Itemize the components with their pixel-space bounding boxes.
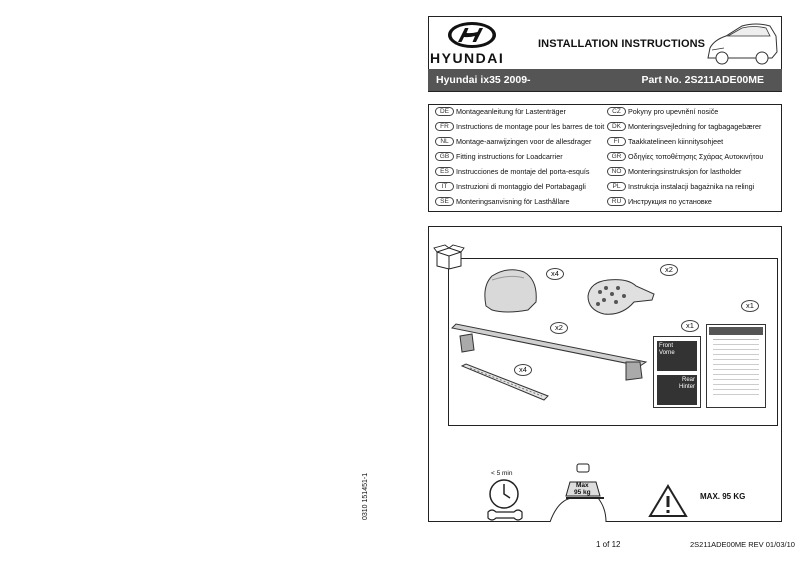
- lang-code: RU: [607, 197, 626, 206]
- lang-code: GB: [435, 152, 454, 161]
- lang-text: Fitting instructions for Loadcarrier: [456, 152, 563, 161]
- lang-code: ES: [435, 167, 454, 176]
- qty-stickers: x1: [681, 320, 699, 332]
- lang-item-gr: [607, 152, 763, 161]
- lang-code: SE: [435, 197, 454, 206]
- sticker-rear: Rear Hinter: [657, 375, 697, 405]
- lang-item-fr: [435, 122, 604, 131]
- lang-code: GR: [607, 152, 626, 161]
- warning-icon: [648, 484, 688, 518]
- lang-text: Monteringsinstruksjon for lastholder: [628, 167, 742, 176]
- part-number: Part No. 2S211ADE00ME: [641, 74, 764, 86]
- lang-item-no: [607, 167, 741, 176]
- lang-code: DE: [435, 107, 454, 116]
- lang-item-de: [435, 107, 566, 116]
- lang-code: PL: [607, 182, 626, 191]
- lang-text: Instrucciones de montaje del porta-esquís: [456, 167, 590, 176]
- lang-code: IT: [435, 182, 454, 191]
- key-tool-icon: [586, 274, 658, 318]
- install-time: < 5 min: [491, 470, 513, 477]
- lang-code: NO: [607, 167, 626, 176]
- qty-bars: x2: [550, 322, 568, 334]
- lang-code: DK: [607, 122, 626, 131]
- car-illustration-icon: [704, 18, 780, 68]
- side-code: 0310 151451-1: [362, 472, 369, 520]
- wrench-icon: [486, 508, 524, 522]
- max-load: MAX. 95 KG: [700, 492, 746, 501]
- lang-item-gb: [435, 152, 563, 161]
- lang-text: Инструкция по установке: [628, 197, 712, 206]
- lang-code: FR: [435, 122, 454, 131]
- lang-text: Montage-aanwijzingen voor de allesdrager: [456, 137, 592, 146]
- lang-text: Instruzioni di montaggio del Portabagagli: [456, 182, 586, 191]
- lang-text: Taakkatelineen kiinnitysohjeet: [628, 137, 724, 146]
- lang-item-se: [435, 197, 569, 206]
- page-number: 1 of 12: [596, 540, 621, 549]
- vehicle-model: Hyundai ix35 2009-: [436, 74, 531, 86]
- lang-item-fi: [607, 137, 723, 146]
- lang-item-ru: [607, 197, 712, 206]
- lang-item-dk: [607, 122, 761, 131]
- manual-booklet: [706, 324, 766, 408]
- lang-text: Instructions de montage pour les barres de toit: [456, 122, 605, 131]
- brand-wordmark: HYUNDAI: [430, 50, 505, 66]
- sticker-front: Front Vorne: [657, 341, 697, 371]
- lang-item-pl: [607, 182, 754, 191]
- direction-stickers: [653, 336, 701, 408]
- qty-manual: x1: [741, 300, 759, 312]
- clock-icon: [488, 478, 520, 510]
- document-revision: 2S211ADE00ME REV 01/03/10: [690, 540, 795, 549]
- lang-code: FI: [607, 137, 626, 146]
- lang-code: NL: [435, 137, 454, 146]
- lang-item-it: [435, 182, 586, 191]
- lang-text: Instrukcja instalacji bagażnika na relingi: [628, 182, 755, 191]
- lang-text: Monteringsvejledning for tagbagagebærer: [628, 122, 762, 131]
- rubber-strip-icon: [460, 362, 550, 402]
- end-cap-icon: [480, 266, 542, 314]
- lang-item-cz: [607, 107, 718, 116]
- lang-item-es: [435, 167, 589, 176]
- qty-strips: x4: [514, 364, 532, 376]
- qty-caps: x4: [546, 268, 564, 280]
- max-weight-label: Max 95 kg: [574, 482, 591, 496]
- lang-text: Monteringsanvisning för Lasthållare: [456, 197, 570, 206]
- model-bar: [428, 69, 782, 91]
- manual-lines: [713, 339, 759, 399]
- package-box-icon: [433, 244, 465, 270]
- lang-text: Montageanleitung für Lastenträger: [456, 107, 566, 116]
- lang-text: Οδηγίες τοποθέτησης Σχάρας Αυτοκινήτου: [628, 152, 764, 161]
- lang-text: Pokyny pro upevnění nosiče: [628, 107, 719, 116]
- manual-header: [709, 327, 763, 335]
- lang-code: CZ: [607, 107, 626, 116]
- page-title: INSTALLATION INSTRUCTIONS: [538, 38, 706, 50]
- lang-item-nl: [435, 137, 591, 146]
- qty-key: x2: [660, 264, 678, 276]
